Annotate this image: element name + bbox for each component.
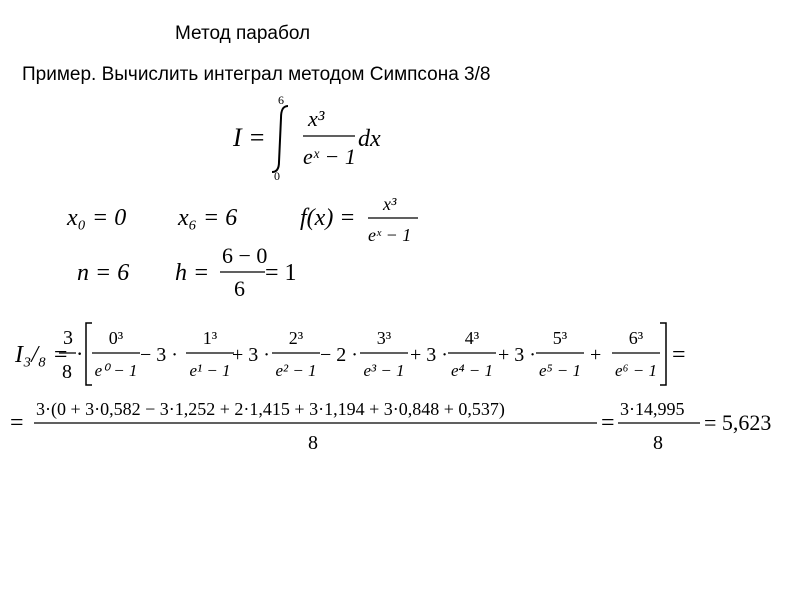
h-denominator: 6 bbox=[234, 276, 245, 301]
simpson-line-1 bbox=[14, 323, 686, 385]
expanded-numerator: 3·(0 + 3·0,582 − 3·1,252 + 2·1,415 + 3·1,194 + 3·0,848 + 0,537) bbox=[36, 399, 505, 419]
parameters bbox=[66, 194, 418, 301]
equals-2: = bbox=[601, 410, 615, 436]
term-sign: + 3 · bbox=[232, 344, 270, 366]
simpson-lhs: I₃/₈ = bbox=[15, 342, 69, 368]
integral-upper-limit: 6 bbox=[278, 93, 284, 107]
term-sign: + 3 · bbox=[410, 344, 448, 366]
h-numerator: 6 − 0 bbox=[222, 243, 268, 268]
integral-lhs: I = bbox=[233, 123, 266, 152]
term-sign: − 3 · bbox=[140, 344, 178, 366]
term-numerator: 3³ bbox=[376, 328, 392, 348]
coef-denominator: 8 bbox=[62, 361, 72, 383]
expanded-denominator: 8 bbox=[308, 432, 318, 454]
x0-value: x₀ = 0 bbox=[67, 205, 127, 231]
line2-leading-equals: = bbox=[10, 410, 24, 436]
term-sign: + 3 · bbox=[498, 344, 536, 366]
integral-lower-limit: 0 bbox=[274, 169, 280, 183]
term-denominator: e⁶ − 1 bbox=[615, 361, 657, 380]
integral-numerator: x³ bbox=[308, 106, 325, 131]
h-result: = 1 bbox=[265, 260, 297, 286]
integral-differential: dx bbox=[358, 126, 381, 152]
term-numerator: 0³ bbox=[108, 328, 124, 348]
coef-dot: · bbox=[76, 341, 84, 366]
n-value: n = 6 bbox=[77, 260, 130, 286]
right-bracket bbox=[660, 323, 666, 385]
integral-denominator: eˣ − 1 bbox=[303, 144, 356, 169]
left-bracket bbox=[86, 323, 92, 385]
coef-numerator: 3 bbox=[63, 327, 73, 349]
simpson-terms bbox=[92, 328, 660, 380]
term-numerator: 4³ bbox=[464, 328, 480, 348]
f-denominator: eˣ − 1 bbox=[368, 225, 412, 245]
simpson-line-2 bbox=[10, 399, 771, 454]
term-sign: − 2 · bbox=[320, 344, 358, 366]
task-statement: Пример. Вычислить интеграл методом Симпсона 3/8 bbox=[22, 64, 491, 85]
term-denominator: e⁰ − 1 bbox=[94, 361, 138, 380]
f-definition-lhs: f(x) = bbox=[300, 205, 356, 231]
term-numerator: 1³ bbox=[202, 328, 218, 348]
term-numerator: 5³ bbox=[552, 328, 568, 348]
h-definition-lhs: h = bbox=[175, 260, 210, 286]
term-denominator: e⁵ − 1 bbox=[539, 361, 581, 380]
term-denominator: e³ − 1 bbox=[363, 361, 405, 380]
term-numerator: 6³ bbox=[628, 328, 644, 348]
line1-trailing-equals: = bbox=[672, 342, 686, 368]
reduced-denominator: 8 bbox=[653, 432, 663, 454]
final-result: = 5,623 bbox=[704, 410, 772, 435]
integral-formula bbox=[232, 93, 381, 183]
term-denominator: e⁴ − 1 bbox=[451, 361, 493, 380]
integral-sign bbox=[272, 106, 288, 172]
x6-value: x₆ = 6 bbox=[178, 205, 238, 231]
term-denominator: e¹ − 1 bbox=[189, 361, 231, 380]
reduced-numerator: 3·14,995 bbox=[620, 399, 685, 419]
slide-title: Метод парабол bbox=[175, 23, 311, 44]
term-sign: + bbox=[590, 344, 602, 366]
f-numerator: x³ bbox=[383, 194, 397, 214]
term-denominator: e² − 1 bbox=[275, 361, 317, 380]
term-numerator: 2³ bbox=[288, 328, 304, 348]
